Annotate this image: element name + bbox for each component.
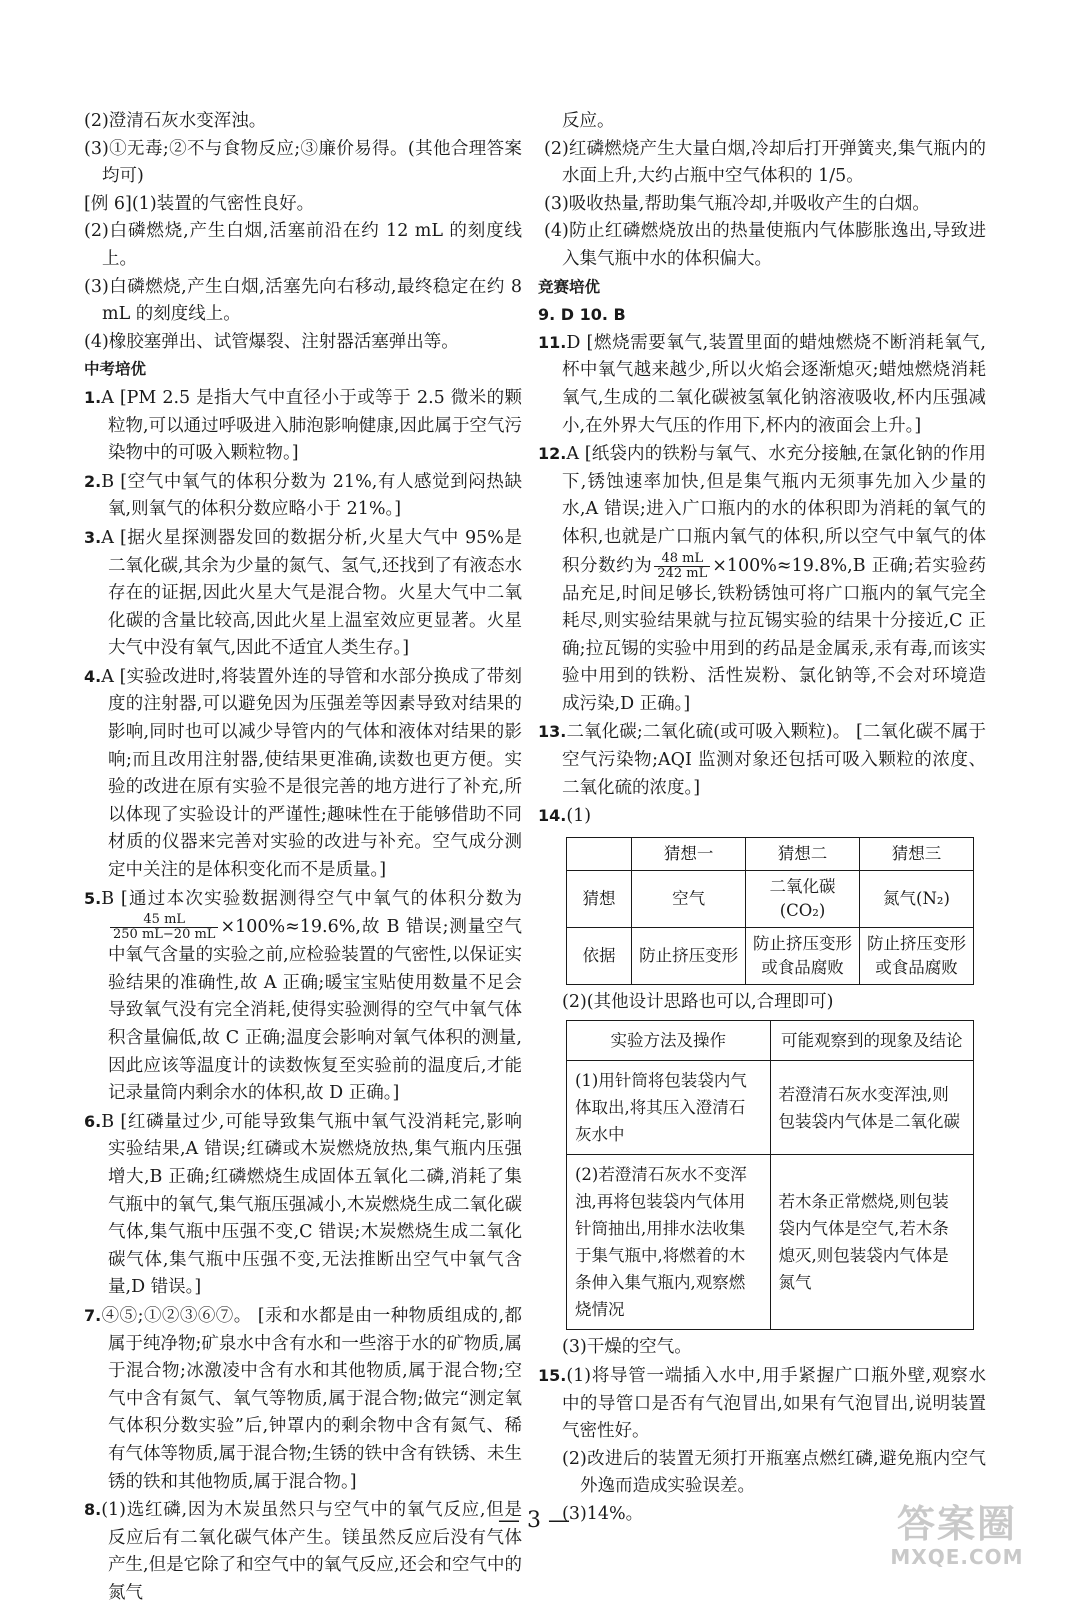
question-text: B [通过本次实验数据测得空气中氧气的体积分数为 bbox=[101, 888, 522, 909]
left-column bbox=[84, 108, 522, 1607]
table-header-cell: 猜想三 bbox=[860, 837, 974, 870]
question-9-10: 9. D 10. B bbox=[538, 305, 626, 325]
right-column bbox=[538, 108, 986, 1529]
table-row bbox=[567, 870, 974, 927]
table-header-row bbox=[567, 1021, 974, 1061]
question-text: ×100%≈19.8%,B 正确;若实验药品充足,时间足够长,铁粉锈蚀可将广口瓶内的氧气完全耗尽,则实验结果就与拉瓦锡实验的结果十分接近,C 正确;拉瓦锡的实验中用到的药品是金属汞,汞有毒,而该实验中用到的铁粉、活性炭粉、氯化钠等,不会对环境造成污染,D 正确。] bbox=[562, 555, 986, 714]
question-11 bbox=[538, 329, 986, 440]
question-text: (1)选红磷,因为木炭虽然只与空气中的氧气反应,但是反应后有二氧化碳气体产生。镁虽然反应后没有气体产生,但是它除了和空气中的氧气反应,还会和空气中的氮气 bbox=[101, 1500, 522, 1603]
table-cell: 依据 bbox=[567, 927, 632, 984]
answer-line: (4)防止红磷燃烧放出的热量使瓶内气体膨胀逸出,导致进入集气瓶中水的体积偏大。 bbox=[544, 221, 986, 269]
table-header-cell: 可能观察到的现象及结论 bbox=[770, 1021, 974, 1061]
table-cell: 防止挤压变形 bbox=[632, 927, 746, 984]
answer-line: 反应。 bbox=[562, 111, 615, 131]
question-number: 15. bbox=[538, 1366, 567, 1386]
question-text: A [纸袋内的铁粉与氧气、水充分接触,在氯化钠的作用下,锈蚀速率加快,但是集气瓶内无须事先加入少量的水,A 错误;进入广口瓶内的水的体积即为消耗的氧气的体积,也就是广口瓶内氧气的体积,所以空气中氧气的体积分数约为 bbox=[562, 444, 986, 576]
table-cell: (2)若澄清石灰水不变浑浊,再将包装袋内气体用针筒抽出,用排水法收集于集气瓶中,将燃着的木条伸入集气瓶内,观察燃烧情况 bbox=[567, 1155, 771, 1330]
table-row bbox=[567, 1155, 974, 1330]
table-cell: 猜想 bbox=[567, 870, 632, 927]
question-2 bbox=[84, 468, 522, 524]
answer-line: (2)白磷燃烧,产生白烟,活塞前沿在约 12 mL 的刻度线上。 bbox=[84, 221, 522, 269]
table-cell: 若木条正常燃烧,则包装袋内气体是空气,若木条熄灭,则包装袋内气体是氮气 bbox=[770, 1155, 974, 1330]
section-heading-jingsai: 竞赛培优 bbox=[538, 277, 601, 296]
table-cell: 氮气(N₂) bbox=[860, 870, 974, 927]
answer-line: (3)吸收热量,帮助集气瓶冷却,并吸收产生的白烟。 bbox=[544, 193, 930, 214]
question-number: 1. bbox=[84, 387, 102, 407]
answer-line: (2)澄清石灰水变浑浊。 bbox=[84, 111, 267, 131]
question-text: B [红磷量过少,可能导致集气瓶中氧气没消耗完,影响实验结果,A 错误;红磷或木炭燃烧放热,集气瓶内压强增大,B 正确;红磷燃烧生成固体五氧化二磷,消耗了集气瓶中的氧气,集气瓶压强减小,木炭燃烧生成二氧化碳气体,集气瓶中压强不变,C 错误;木炭燃烧生成二氧化碳气体,集气瓶中压强不变,无法推断出空气中氧气含量,D 错误。] bbox=[101, 1111, 522, 1298]
question-4 bbox=[84, 663, 522, 885]
question-number: 12. bbox=[538, 444, 567, 464]
table-cell: 若澄清石灰水变浑浊,则包装袋内气体是二氧化碳 bbox=[770, 1061, 974, 1155]
table-cell: 二氧化碳(CO₂) bbox=[746, 870, 860, 927]
question-6 bbox=[84, 1108, 522, 1302]
question-3 bbox=[84, 524, 522, 663]
question-7 bbox=[84, 1302, 522, 1496]
section-heading-zhongkao: 中考培优 bbox=[84, 360, 147, 379]
table-row bbox=[567, 927, 974, 984]
table-header-row bbox=[567, 837, 974, 870]
table-cell: 防止挤压变形或食品腐败 bbox=[746, 927, 860, 984]
guess-table bbox=[566, 837, 974, 985]
question-text: (1)将导管一端插入水中,用手紧握广口瓶外壁,观察水中的导管口是否有气泡冒出,如果有气泡冒出,说明装置气密性好。 bbox=[562, 1366, 986, 1442]
answer-line: (3)14%。 bbox=[562, 1504, 644, 1524]
fraction bbox=[654, 552, 710, 581]
question-text: ④⑤;①②③⑥⑦。 [汞和水都是由一种物质组成的,都属于纯净物;矿泉水中含有水和一些溶于水的矿物质,属于混合物;冰激凌中含有水和其他物质,属于混合物;空气中含有氮气、氧气等物质,属于混合物;做完“测定氧气体积分数实验”后,钟罩内的剩余物中含有氮气、稀有气体等物质,属于混合物;生锈的铁中含有铁锈、未生锈的铁和其他物质,属于混合物。] bbox=[101, 1305, 522, 1492]
question-5 bbox=[84, 885, 522, 1108]
watermark-logo bbox=[882, 1502, 1032, 1572]
fraction-denominator: 242 mL bbox=[657, 565, 708, 581]
table-cell: (1)用针筒将包装袋内气体取出,将其压入澄清石灰水中 bbox=[567, 1061, 771, 1155]
table-header-cell bbox=[567, 837, 632, 870]
question-text: A [PM 2.5 是指大气中直径小于或等于 2.5 微米的颗粒物,可以通过呼吸进入肺泡影响健康,因此属于空气污染物中的可吸入颗粒物。] bbox=[101, 387, 522, 464]
answer-line: (4)橡胶塞弹出、试管爆裂、注射器活塞弹出等。 bbox=[84, 331, 459, 352]
question-number: 4. bbox=[84, 666, 102, 686]
experiment-table bbox=[566, 1020, 974, 1330]
question-text: B [空气中氧气的体积分数为 21%,有人感觉到闷热缺氧,则氧气的体积分数应略小于 21%。] bbox=[101, 471, 522, 520]
question-number: 2. bbox=[84, 471, 102, 491]
question-12 bbox=[538, 440, 986, 718]
watermark-url: MXQE.COM bbox=[890, 1545, 1024, 1569]
question-number: 11. bbox=[538, 332, 567, 352]
answer-line: (2)红磷燃烧产生大量白烟,冷却后打开弹簧夹,集气瓶内的水面上升,大约占瓶中空气体积的 1/5。 bbox=[544, 138, 986, 187]
fraction-denominator: 250 mL−20 mL bbox=[113, 927, 216, 943]
question-1 bbox=[84, 384, 522, 468]
question-13 bbox=[538, 718, 986, 802]
question-text: A [实验改进时,将装置外连的导管和水部分换成了带刻度的注射器,可以避免因为压强差等因素导致对结果的影响,同时也可以减少导管内的气体和液体对结果的影响;而且改用注射器,使结果更准确,读数也更方便。实验的改进在原有实验不是很完善的地方进行了补充,所以体现了实验设计的严谨性;趣味性在于能够借助不同材质的仪器来完善对实验的改进与补充。空气成分测定中关注的是体积变化而不是质量。] bbox=[101, 666, 522, 881]
question-number: 5. bbox=[84, 888, 102, 908]
question-number: 13. bbox=[538, 722, 567, 742]
page-number: — 3 — bbox=[498, 1508, 570, 1533]
question-number: 7. bbox=[84, 1305, 102, 1325]
answer-line: (3)干燥的空气。 bbox=[562, 1337, 692, 1358]
answer-line: (2)(其他设计思路也可以,合理即可) bbox=[562, 991, 834, 1012]
question-number: 8. bbox=[84, 1500, 102, 1520]
question-number: 6. bbox=[84, 1111, 102, 1131]
table-cell: 空气 bbox=[632, 870, 746, 927]
fraction-numerator: 45 mL bbox=[110, 913, 218, 928]
example-6-heading: [例 6](1)装置的气密性良好。 bbox=[84, 193, 315, 214]
question-text: A [据火星探测器发回的数据分析,火星大气中 95%是二氧化碳,其余为少量的氮气、氢气,还找到了有液态水存在的证据,因此火星大气是混合物。火星大气中二氧化碳的含量比较高,因此火星上温室效应更显著。火星大气中没有氧气,因此不适宜人类生存。] bbox=[101, 527, 522, 659]
table-header-cell: 实验方法及操作 bbox=[567, 1021, 771, 1061]
answer-line: (2)改进后的装置无须打开瓶塞点燃红磷,避免瓶内空气外逸而造成实验误差。 bbox=[562, 1448, 986, 1497]
question-number: 3. bbox=[84, 527, 102, 547]
question-text: (1) bbox=[566, 806, 592, 827]
table-cell: 防止挤压变形或食品腐败 bbox=[860, 927, 974, 984]
fraction-numerator: 48 mL bbox=[654, 552, 710, 567]
watermark-text: 答案圈 bbox=[896, 1502, 1017, 1546]
question-text: ×100%≈19.6%,故 B 错误;测量空气中氧气含量的实验之前,应检验装置的气密性,以保证实验结果的准确性,故 A 正确;暖宝宝贴使用数量不足会导致氧气没有完全消耗,使得实验测得的空气中氧气体积含量偏低,故 C 正确;温度会影响对氧气体积的测量,因此应该等温度计的读数恢复至实验前的温度后,才能记录量筒内剩余水的体积,故 D 正确。] bbox=[108, 917, 522, 1104]
table-header-cell: 猜想一 bbox=[632, 837, 746, 870]
answer-line: (3)白磷燃烧,产生白烟,活塞先向右移动,最终稳定在约 8 mL 的刻度线上。 bbox=[84, 276, 522, 325]
question-text: D [燃烧需要氧气,装置里面的蜡烛燃烧不断消耗氧气,杯中氧气越来越少,所以火焰会逐渐熄灭;蜡烛燃烧消耗氧气,生成的二氧化碳被氢氧化钠溶液吸收,杯内压强减小,在外界大气压的作用下,杯内的液面会上升。] bbox=[562, 332, 986, 436]
question-14 bbox=[538, 802, 986, 831]
question-number: 14. bbox=[538, 806, 567, 826]
question-text: 二氧化碳;二氧化硫(或可吸入颗粒)。 [二氧化碳不属于空气污染物;AQI 监测对象还包括可吸入颗粒的浓度、二氧化硫的浓度。] bbox=[562, 722, 986, 798]
table-row bbox=[567, 1061, 974, 1155]
answer-line: (3)①无毒;②不与食物反应;③廉价易得。(其他合理答案均可) bbox=[84, 138, 522, 187]
fraction bbox=[110, 913, 218, 942]
table-header-cell: 猜想二 bbox=[746, 837, 860, 870]
question-15 bbox=[538, 1362, 986, 1446]
